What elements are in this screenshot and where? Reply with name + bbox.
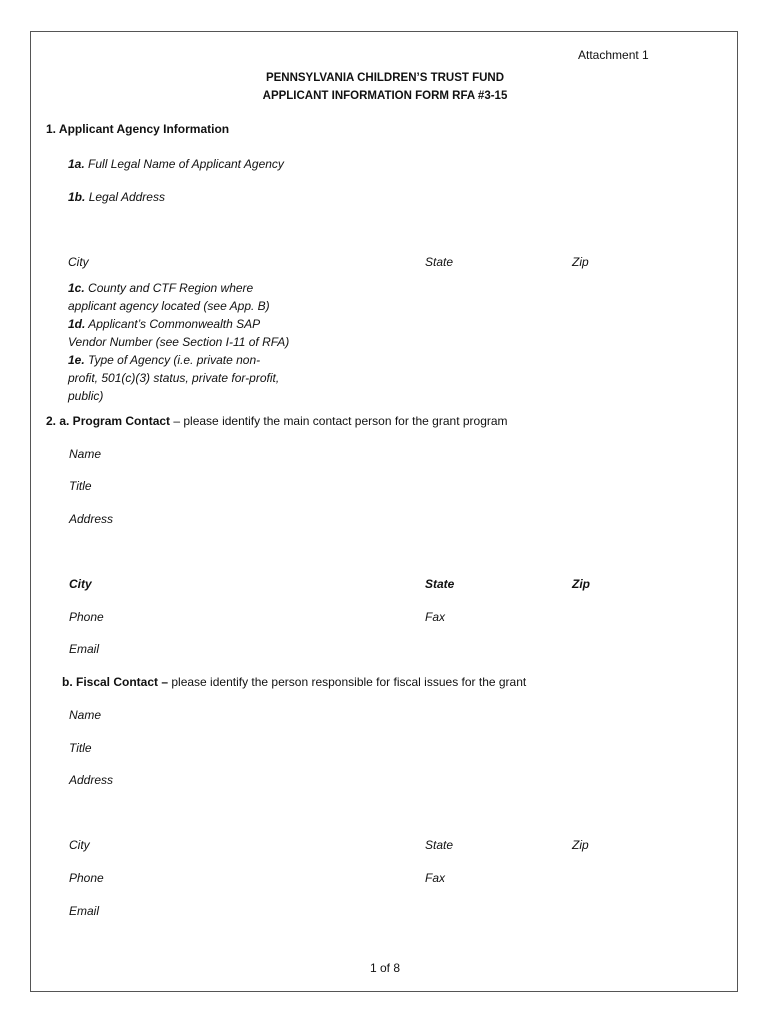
section-1-heading: 1. Applicant Agency Information (46, 122, 230, 136)
section-2b-fax-label: Fax (425, 871, 446, 885)
field-1d-label (68, 317, 260, 332)
field-1e-line-1: Type of Agency (i.e. private non- (88, 353, 261, 367)
field-1c-line-2: applicant agency located (see App. B) (68, 299, 270, 313)
field-1c-line-1: County and CTF Region where (88, 281, 254, 295)
field-1d-line-2: Vendor Number (see Section I-11 of RFA) (68, 335, 290, 349)
section-2a-title-label: Title (69, 479, 92, 493)
section-2a-name-label: Name (69, 447, 102, 461)
section-2b-address-label: Address (69, 773, 114, 787)
section-2b-heading (62, 675, 526, 690)
field-1a-number: 1a. (68, 157, 85, 171)
field-1b-text: Legal Address (88, 190, 165, 204)
section-2b-email-label: Email (69, 904, 100, 918)
field-1c-number: 1c. (68, 281, 85, 295)
field-1e-line-2: profit, 501(c)(3) status, private for-profit, (68, 371, 280, 385)
section-2a-heading (46, 414, 508, 429)
page-number: 1 of 8 (369, 961, 401, 975)
field-1d-line-1: Applicant’s Commonwealth SAP (88, 317, 261, 331)
field-1d-number: 1d. (68, 317, 86, 331)
section-2a-fax-label: Fax (425, 610, 446, 624)
field-1b-number: 1b. (68, 190, 86, 204)
section-2b-heading-bold: b. Fiscal Contact – (62, 675, 169, 689)
section-2a-email-label: Email (69, 642, 100, 656)
form-title-line-2: APPLICANT INFORMATION FORM RFA #3-15 (262, 90, 508, 102)
section-2a-heading-text: – please identify the main contact person for the grant program (170, 414, 508, 428)
field-1e-line-3: public) (68, 389, 104, 403)
section-2a-heading-bold: 2. a. Program Contact (46, 414, 171, 428)
field-1b-label (68, 190, 165, 205)
section-2b-zip-label: Zip (572, 838, 589, 852)
section-2a-address-label: Address (69, 512, 114, 526)
section-2a-state-label: State (425, 577, 455, 591)
section-1-city-label: City (68, 255, 89, 269)
section-2b-name-label: Name (69, 708, 102, 722)
section-2b-heading-text: please identify the person responsible for fiscal issues for the grant (168, 675, 527, 689)
section-1-zip-label: Zip (572, 255, 589, 269)
section-2a-zip-label: Zip (572, 577, 590, 591)
field-1a-text: Full Legal Name of Applicant Agency (88, 157, 284, 171)
form-title-line-1: PENNSYLVANIA CHILDREN’S TRUST FUND (265, 72, 505, 84)
section-2b-state-label: State (425, 838, 454, 852)
section-2b-phone-label: Phone (69, 871, 104, 885)
section-2b-title-label: Title (69, 741, 92, 755)
section-2a-city-label: City (69, 577, 92, 591)
attachment-label: Attachment 1 (578, 48, 649, 62)
section-2b-city-label: City (69, 838, 90, 852)
section-2a-phone-label: Phone (69, 610, 104, 624)
section-1-state-label: State (425, 255, 454, 269)
field-1e-number: 1e. (68, 353, 85, 367)
form-page (30, 31, 738, 992)
field-1a-label (68, 157, 284, 172)
field-1c-label (68, 281, 253, 296)
field-1e-label (68, 353, 260, 368)
